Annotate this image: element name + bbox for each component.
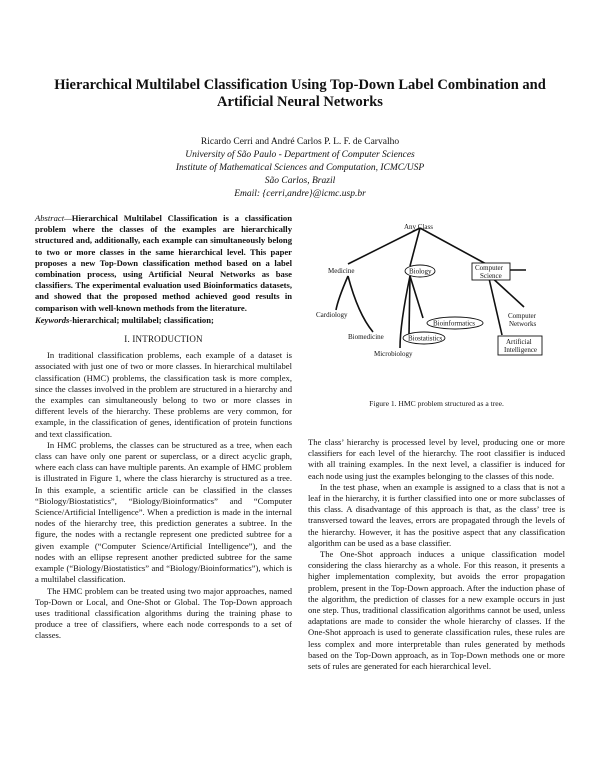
keywords <box>35 315 292 326</box>
paper-title: Hierarchical Multilabel Classification Using Top-Down Label Combination and Artificial Neural Networks <box>54 77 546 110</box>
node-biostatistics: Biostatistics <box>408 334 443 343</box>
abstract-text: Hierarchical Multilabel Classification is a classification problem where the classes of the examples are hierarchically structured and, additionally, each example can simultaneously belong to two or more classes in the same hierarchical level. This paper proposes a new Top-Down classification method based on a label combination process, using Artificial Neural Networks as base classifiers. The experimental evaluation used Bioinformatics datasets, and showed that the proposed method achieved good results in comparison with well-known methods from the literature. <box>35 213 292 313</box>
figure-hierarchy-tree <box>308 214 565 384</box>
keywords-text: hierarchical; multilabel; classification; <box>72 314 214 325</box>
paragraph: The HMC problem can be treated using two major approaches, named Top-Down or Local, and One-Shot or Global. The Top-Down approach uses traditional classification algorithms during the training phase to produce a tree of classifiers, where each node corresponds to a set of classes. <box>35 585 292 641</box>
paragraph: In traditional classification problems, each example of a dataset is associated with just one of two or more classes. In hierarchical multilabel classification (HMC) problems, the classification task is more complex, since the classes involved in the problem are structured in a hierarchy and the examples can simultaneously belong to two or more classes in different levels of the hierarchy. These problems are very common, for example, in the classification of genes, identification of protein functions and text classification. <box>35 350 292 439</box>
node-bioinformatics: Bioinformatics <box>433 319 475 328</box>
keywords-lead: Keywords- <box>35 314 73 325</box>
author-email: Email: {cerri,andre}@icmc.usp.br <box>234 189 366 199</box>
affiliation-3: São Carlos, Brazil <box>264 176 336 186</box>
node-computer-science-1: Computer <box>475 264 503 272</box>
section-heading-introduction: I. INTRODUCTION <box>124 334 203 345</box>
author-block <box>60 136 540 201</box>
left-column <box>35 213 292 642</box>
node-computer-science-2: Science <box>480 272 502 280</box>
node-biomedicine: Biomedicine <box>348 333 384 341</box>
affiliation-1: University of São Paulo - Department of Computer Sciences <box>185 150 415 160</box>
affiliation-2: Institute of Mathematical Sciences and Computation, ICMC/USP <box>175 163 425 173</box>
right-column <box>308 437 565 672</box>
abstract <box>35 213 292 314</box>
node-cardiology: Cardiology <box>316 311 348 319</box>
paragraph: In HMC problems, the classes can be structured as a tree, when each class can have only one parent or superclass, or a direct acyclic graph, where each class can have multiple parents. An example of HMC problem is illustrated in Figure 1, where the class hierarchy is structured as a tree. In this example, a scientific article can be classified in the classes “Biology/Biostatistics”, “Biology/Bioinformatics” and “Computer Science/Artificial Intelligence”. When a prediction is made in the internal nodes of the hierarchy tree, this prediction generates a subtree. In the figure, the nodes with a rectangle represent one predicted subtree for a given example (“Computer Science/Artificial Intelligence”), and the nodes with an ellipse represent another predicted subtree for the same example (“Biology/Biostatistics” and “Biology/Bioinformatics”), which is a multilabel classification. <box>35 439 292 585</box>
node-medicine: Medicine <box>328 267 355 275</box>
paragraph: In the test phase, when an example is assigned to a class that is not a leaf in the hierarchy, it is further classified into one or more subclasses of this class. A disadvantage of this approach is that, as the class’ tree is transversed toward the leaves, errors are propagated through the levels of the hierarchy. However, it has the positive aspect that any classification algorithm can be used as a base classifier. <box>308 481 565 548</box>
paragraph: The class’ hierarchy is processed level by level, producing one or more classifiers for each level of the hierarchy. The root classifier is induced with all training examples. In the next level, a classifier is induced for each node using just the examples belonging to the classes of this node. <box>308 437 565 481</box>
abstract-lead: Abstract— <box>35 213 72 223</box>
node-biology: Biology <box>409 267 432 276</box>
node-any-class: Any Class <box>404 223 433 231</box>
node-microbiology: Microbiology <box>374 350 413 358</box>
node-artificial-intelligence-2: Intelligence <box>504 346 538 354</box>
paragraph: The One-Shot approach induces a unique classification model considering the class hierarchy as a whole. For this reason, it presents a higher implementation complexity, but avoids the error propagation problem, present in the Top-Down approach. After the induction phase of the algorithm, the prediction of classes for a new example occurs in just one step. Thus, traditional classification algorithms cannot be used, unless adaptations are made to consider the whole hierarchy of classes. If the One-Shot approach is used to generate classification rules, these rules are less complex and more interpretable than rules generated by methods based on the Top-Down approach, as in Top-Down methods one or more sets of rules are generated for each hierarchical level. <box>308 549 565 672</box>
node-artificial-intelligence-1: Artificial <box>506 338 532 346</box>
figure-caption: Figure 1. HMC problem structured as a tree. <box>369 399 504 408</box>
node-computer-networks-1: Computer <box>508 312 536 320</box>
node-computer-networks-2: Networks <box>509 320 537 328</box>
author-names: Ricardo Cerri and André Carlos P. L. F. de Carvalho <box>200 137 400 147</box>
